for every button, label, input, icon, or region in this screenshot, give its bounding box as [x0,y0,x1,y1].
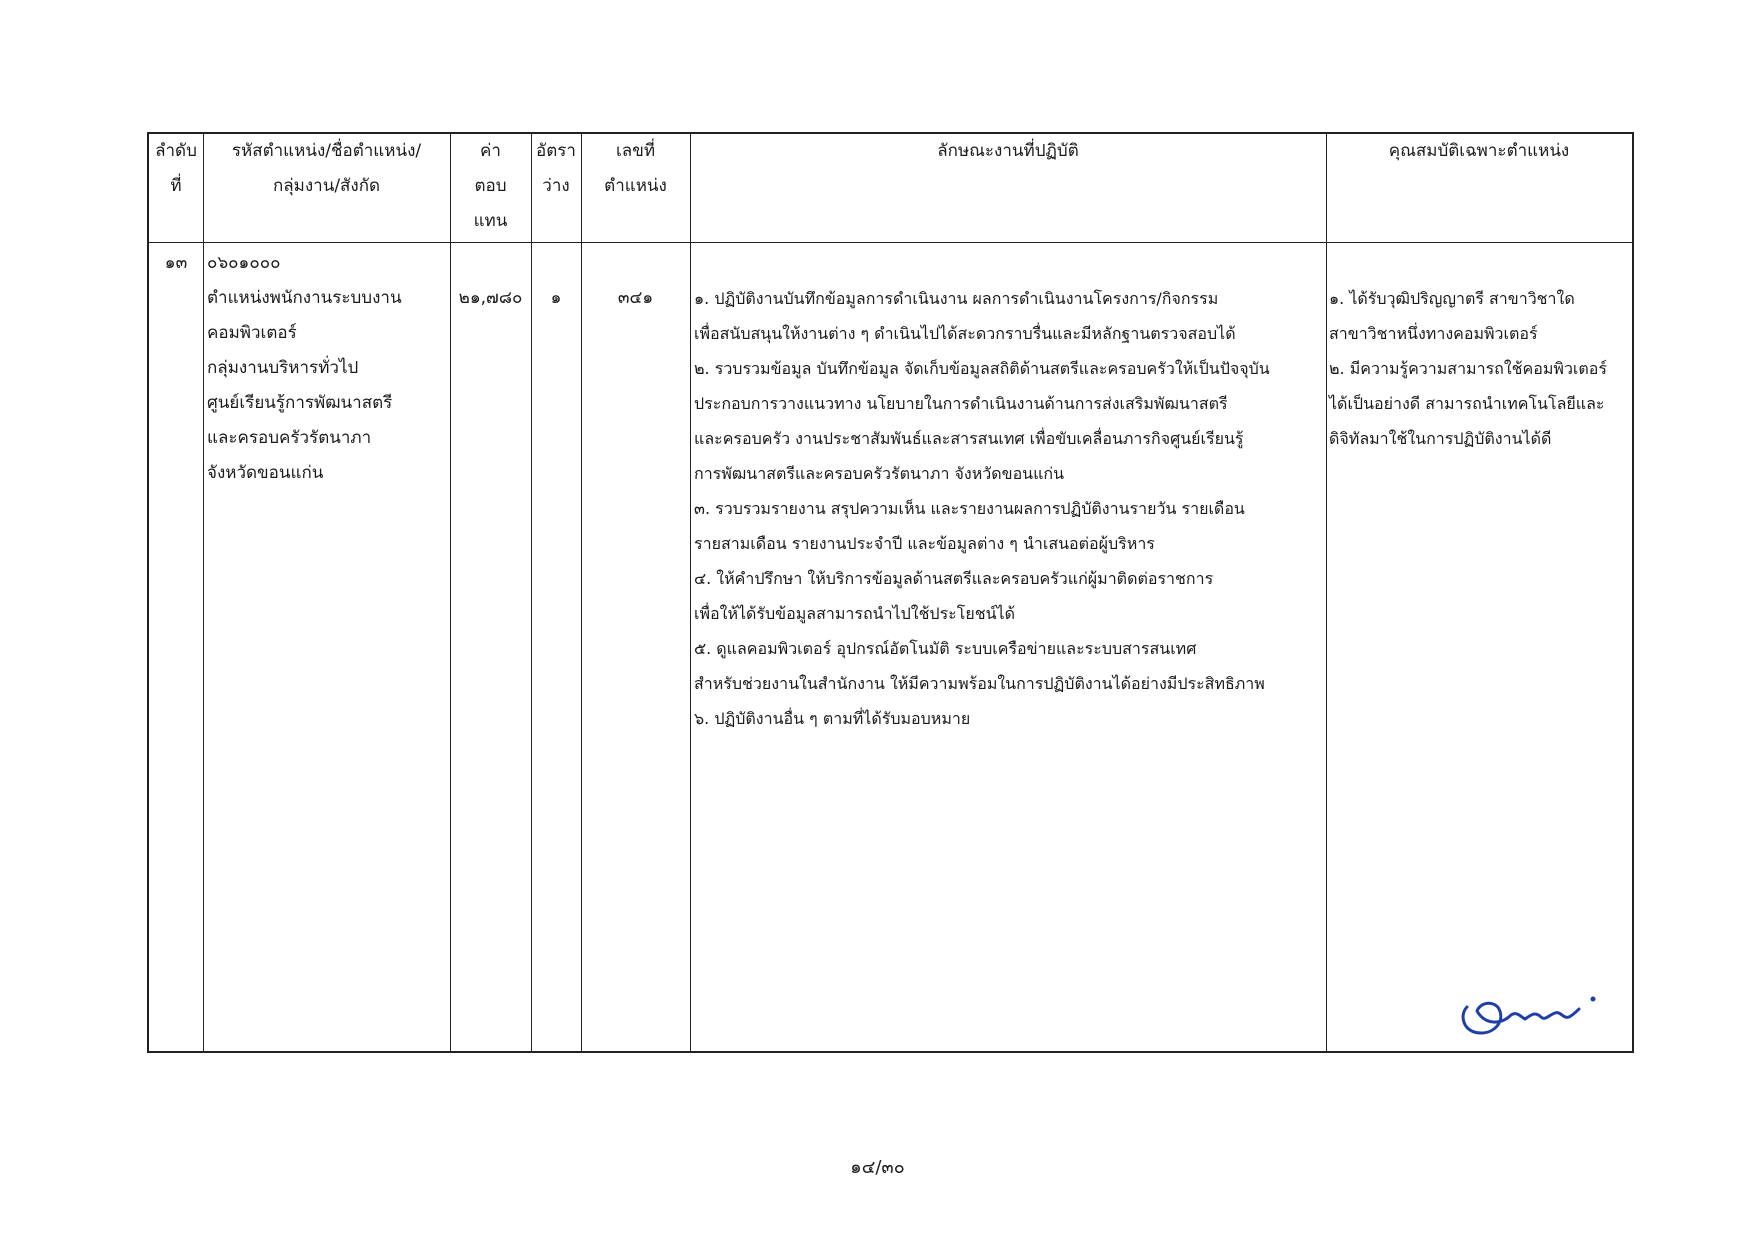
row-duties [694,281,1324,736]
position-table [147,132,1634,1053]
header-pay-line: แทน [473,211,508,231]
position-line: คอมพิวเตอร์ [207,323,297,343]
header-pay-line: ค่า [480,141,501,161]
position-line: กลุ่มงานบริหารทั่วไป [207,358,359,378]
header-no-line: ที่ [170,176,182,196]
qualification-line: สาขาวิชาหนึ่งทางคอมพิวเตอร์ [1329,324,1538,343]
position-line: และครอบครัวรัตนาภา [207,428,372,448]
qualification-line: ๑. ได้รับวุฒิปริญญาตรี สาขาวิชาใด [1329,289,1575,308]
duty-line: และครอบครัว งานประชาสัมพันธ์และสารสนเทศ เพื่อขับเคลื่อนภารกิจศูนย์เรียนรู้ [694,429,1244,448]
pay-value: ๒๑,๗๘๐ [458,288,523,308]
col-divider [203,134,204,1051]
duty-line: ๕. ดูแลคอมพิวเตอร์ อุปกรณ์อัตโนมัติ ระบบเครือข่ายและระบบสารสนเทศ [694,639,1197,658]
row-position [207,246,447,491]
header-position-line: รหัสตำแหน่ง/ชื่อตำแหน่ง/ [231,141,422,161]
duty-line: ๔. ให้คำปรึกษา ให้บริการข้อมูลด้านสตรีและครอบครัวแก่ผู้มาติดต่อราชการ [694,569,1214,588]
duty-line: ๖. ปฏิบัติงานอื่น ๆ ตามที่ได้รับมอบหมาย [694,709,971,728]
rate-value: ๑ [550,288,562,308]
header-position-line: กลุ่มงาน/สังกัด [272,176,381,196]
col-divider [690,134,691,1051]
duty-line: เพื่อสนับสนุนให้งานต่าง ๆ ดำเนินไปได้สะดวกราบรื่นและมีหลักฐานตรวจสอบได้ [694,324,1236,343]
header-pay-line: ตอบ [474,176,507,196]
position-no-value: ๓๔๑ [617,288,654,308]
duty-line: สำหรับช่วยงานในสำนักงาน ให้มีความพร้อมในการปฏิบัติงานได้อย่างมีประสิทธิภาพ [694,674,1265,693]
header-position-no [581,134,690,204]
header-rate-line: อัตรา [536,141,576,161]
header-qualifications-text: คุณสมบัติเฉพาะตำแหน่ง [1388,141,1570,161]
header-duties [690,134,1326,169]
col-divider [531,134,532,1051]
duty-line: เพื่อให้ได้รับข้อมูลสามารถนำไปใช้ประโยชน์ได้ [694,604,1015,623]
position-line: ศูนย์เรียนรู้การพัฒนาสตรี [207,393,393,413]
header-divider [149,242,1632,243]
row-rate [531,281,581,316]
duty-line: การพัฒนาสตรีและครอบครัวรัตนาภา จังหวัดขอนแก่น [694,464,1065,483]
position-line: ตำแหน่งพนักงานระบบงาน [207,288,402,308]
signature [1455,985,1605,1045]
header-pay [450,134,531,239]
header-rate [531,134,581,204]
header-position [203,134,450,204]
header-position-no-line: เลขที่ [615,141,656,161]
qualification-line: ๒. มีความรู้ความสามารถใช้คอมพิวเตอร์ [1329,359,1607,378]
position-line: จังหวัดขอนแก่น [207,463,324,483]
duty-line: ๑. ปฏิบัติงานบันทึกข้อมูลการดำเนินงาน ผลการดำเนินงานโครงการ/กิจกรรม [694,289,1219,308]
duty-line: ๓. รวบรวมรายงาน สรุปความเห็น และรายงานผลการปฏิบัติงานรายวัน รายเดือน [694,499,1245,518]
col-divider [1326,134,1327,1051]
header-no-line: ลำดับ [155,141,197,161]
header-qualifications [1326,134,1632,169]
header-duties-text: ลักษณะงานที่ปฏิบัติ [937,141,1079,161]
col-divider [450,134,451,1051]
col-divider [581,134,582,1051]
position-code: ๐๖๐๑๐๐๐ [207,253,281,273]
row-no [149,246,203,281]
header-position-no-line: ตำแหน่ง [604,176,667,196]
row-pay [450,281,531,316]
row-qualifications [1329,281,1629,456]
duty-line: ๒. รวบรวมข้อมูล บันทึกข้อมูล จัดเก็บข้อมูลสถิติด้านสตรีและครอบครัวให้เป็นปัจจุบัน [694,359,1270,378]
header-rate-line: ว่าง [542,176,570,196]
duty-line: รายสามเดือน รายงานประจำปี และข้อมูลต่าง ๆ นำเสนอต่อผู้บริหาร [694,534,1155,553]
row-position-no [581,281,690,316]
row-no-value: ๑๓ [164,253,188,273]
page-number: ๑๔/๓๐ [850,1157,905,1178]
qualification-line: ดิจิทัลมาใช้ในการปฏิบัติงานได้ดี [1329,429,1552,448]
qualification-line: ได้เป็นอย่างดี สามารถนำเทคโนโลยีและ [1329,394,1605,413]
duty-line: ประกอบการวางแนวทาง นโยบายในการดำเนินงานด้านการส่งเสริมพัฒนาสตรี [694,394,1228,413]
header-no [149,134,203,204]
